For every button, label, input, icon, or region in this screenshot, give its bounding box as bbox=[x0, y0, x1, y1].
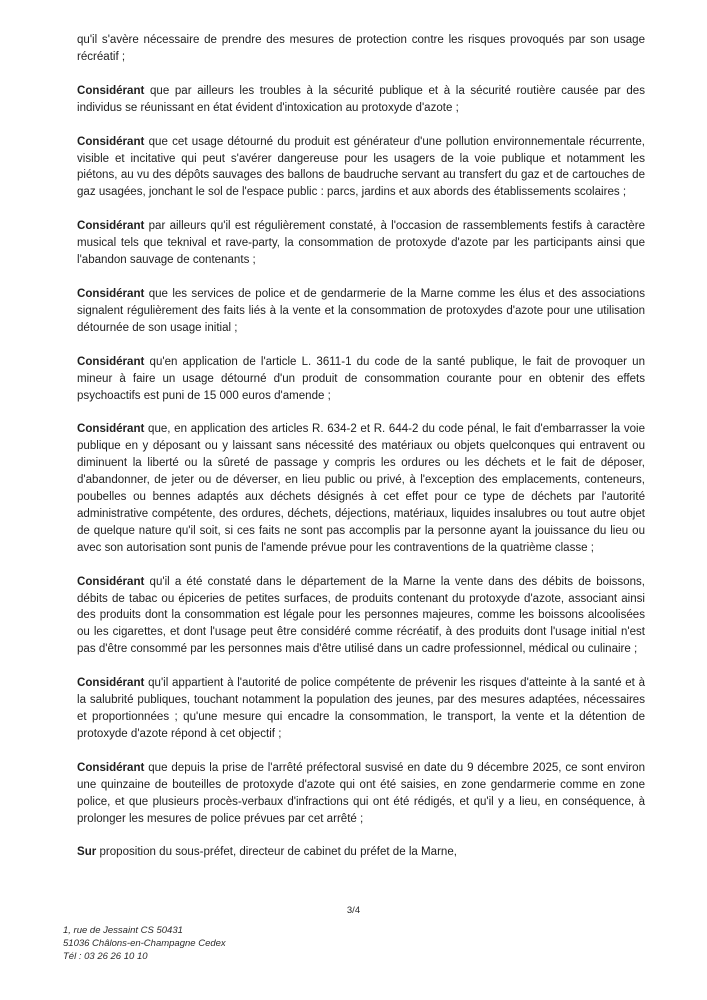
paragraph-considerant-police-reports bbox=[77, 286, 645, 337]
paragraph-lead: Considérant bbox=[77, 423, 145, 436]
paragraph-text: que, en application des articles R. 634-2 et R. 644-2 du code pénal, le fait d'embarrasser la voie publique en y déposant ou y laissant sans nécessité des matériaux ou objets quelconques qui entravent ou diminuent la liberté ou la sûreté de passage y compris les ordures ou les déchets et le fait de déposer, d'abandonner, de jeter ou de déverser, en lieu public ou privé, à l'exception des emplacements, conteneurs, poubelles ou bennes adaptés aux déchets désignés à cet effet pour ce type de déchets par l'autorité administrative compétente, des ordures, déchets, déjections, matériaux, liquides insalubres ou tout autre objet de quelque nature qu'il soit, si ces faits ne sont pas accomplis par la personne ayant la jouissance du lieu ou avec son autorisation sont punis de l'amende prévue pour les contraventions de la quatrième classe ; bbox=[77, 423, 645, 554]
paragraph-lead: Considérant bbox=[77, 761, 145, 774]
footer-address-line1: 1, rue de Jessaint CS 50431 bbox=[63, 925, 183, 936]
footer-phone: Tél : 03 26 26 10 10 bbox=[63, 950, 148, 962]
paragraph-lead: Considérant bbox=[77, 84, 145, 97]
paragraph-text: que cet usage détourné du produit est générateur d'une pollution environnementale récurrente, visible et incitative qui peut s'avérer dangereuse pour les usagers de la voie publique et notamment les piétons, au vu des dépôts sauvages des ballons de baudruche servant au transfert du gaz et de cartouches de gaz usagées, jonchant le sol de l'espace public : parcs, jardins et aux abords des établissements scolaires ; bbox=[77, 135, 645, 199]
page-number: 3/4 bbox=[346, 905, 361, 916]
paragraph-considerant-authority bbox=[77, 675, 645, 743]
paragraph-lead: Considérant bbox=[77, 677, 145, 690]
paragraph-text: qu'il appartient à l'autorité de police compétente de prévenir les risques d'atteinte à la santé et à la salubrité publiques, touchant notamment la population des jeunes, par des mesures adaptées, nécessaires et proportionnées ; qu'une mesure qui encadre la consommation, le transport, la vente et la détention de protoxyde d'azote répond à cet objectif ; bbox=[77, 677, 645, 740]
paragraph-lead: Sur bbox=[77, 846, 97, 859]
paragraph-lead: Considérant bbox=[77, 575, 145, 588]
paragraph-sur-proposition bbox=[77, 844, 645, 861]
paragraph-text: que les services de police et de gendarmerie de la Marne comme les élus et des associations signalent régulièrement des faits liés à la vente et la consommation de protoxydes d'azote pour une utilisation détournée de son usage initial ; bbox=[77, 287, 645, 334]
body-text bbox=[77, 32, 645, 861]
paragraph-considerant-penal-code bbox=[77, 421, 645, 556]
paragraph-text: qu'il a été constaté dans le département de la Marne la vente dans des débits de boissons, débits de tabac ou épiceries de petites surfaces, de produits contenant du protoxyde d'azote, associant ainsi des produits dont la consommation est légale pour les personnes majeures, comme les boissons alcoolisées ou les cigarettes, et dont l'usage peut être considéré comme récréatif, à des produits dont l'usage initial n'est pas d'être consommé par les personnes mais d'être utilisé dans un cadre professionnel, médical ou culinaire ; bbox=[77, 575, 645, 656]
paragraph-text: que par ailleurs les troubles à la sécurité publique et à la sécurité routière causée par des individus se réunissant en état évident d'intoxication au protoxyde d'azote ; bbox=[77, 84, 645, 114]
paragraph-considerant-sales bbox=[77, 574, 645, 659]
paragraph-lead: Considérant bbox=[77, 135, 145, 148]
paragraph-text: proposition du sous-préfet, directeur de cabinet du préfet de la Marne, bbox=[96, 846, 457, 859]
paragraph-considerant-security bbox=[77, 83, 645, 117]
paragraph-considerant-seizures bbox=[77, 760, 645, 828]
paragraph-text: qu'en application de l'article L. 3611-1 du code de la santé publique, le fait de provoquer un mineur à faire un usage détourné d'un produit de consommation courante pour en obtenir des effets psychoactifs est puni de 15 000 euros d'amende ; bbox=[77, 355, 645, 402]
paragraph-text: par ailleurs qu'il est régulièrement constaté, à l'occasion de rassemblements festifs à caractère musical tels que teknival et rave-party, la consommation de protoxyde d'azote par les participants ainsi que l'abandon sauvage de contenants ; bbox=[77, 220, 645, 267]
footer-address-line2: 51036 Châlons-en-Champagne Cedex bbox=[63, 937, 226, 949]
paragraph-lead: Considérant bbox=[77, 220, 145, 233]
footer-address bbox=[63, 925, 226, 963]
paragraph-lead: Considérant bbox=[77, 355, 145, 368]
paragraph-considerant-pollution bbox=[77, 134, 645, 202]
paragraph-text: que depuis la prise de l'arrêté préfectoral susvisé en date du 9 décembre 2025, ce sont environ une quinzaine de bouteilles de protoxyde d'azote qui ont été saisies, en zone gendarmerie comme en zone police, et que plusieurs procès-verbaux d'infractions qui ont été rédigés, et qu'il y a lieu, en conséquence, à prolonger les mesures de police prévues par cet arrêté ; bbox=[77, 761, 645, 825]
paragraph-lead: Considérant bbox=[77, 287, 145, 300]
paragraph-considerant-public-health-code bbox=[77, 354, 645, 405]
paragraph-continuation bbox=[77, 32, 645, 66]
paragraph-text: qu'il s'avère nécessaire de prendre des mesures de protection contre les risques provoqués par son usage récréatif ; bbox=[77, 34, 645, 63]
paragraph-considerant-festive bbox=[77, 218, 645, 269]
